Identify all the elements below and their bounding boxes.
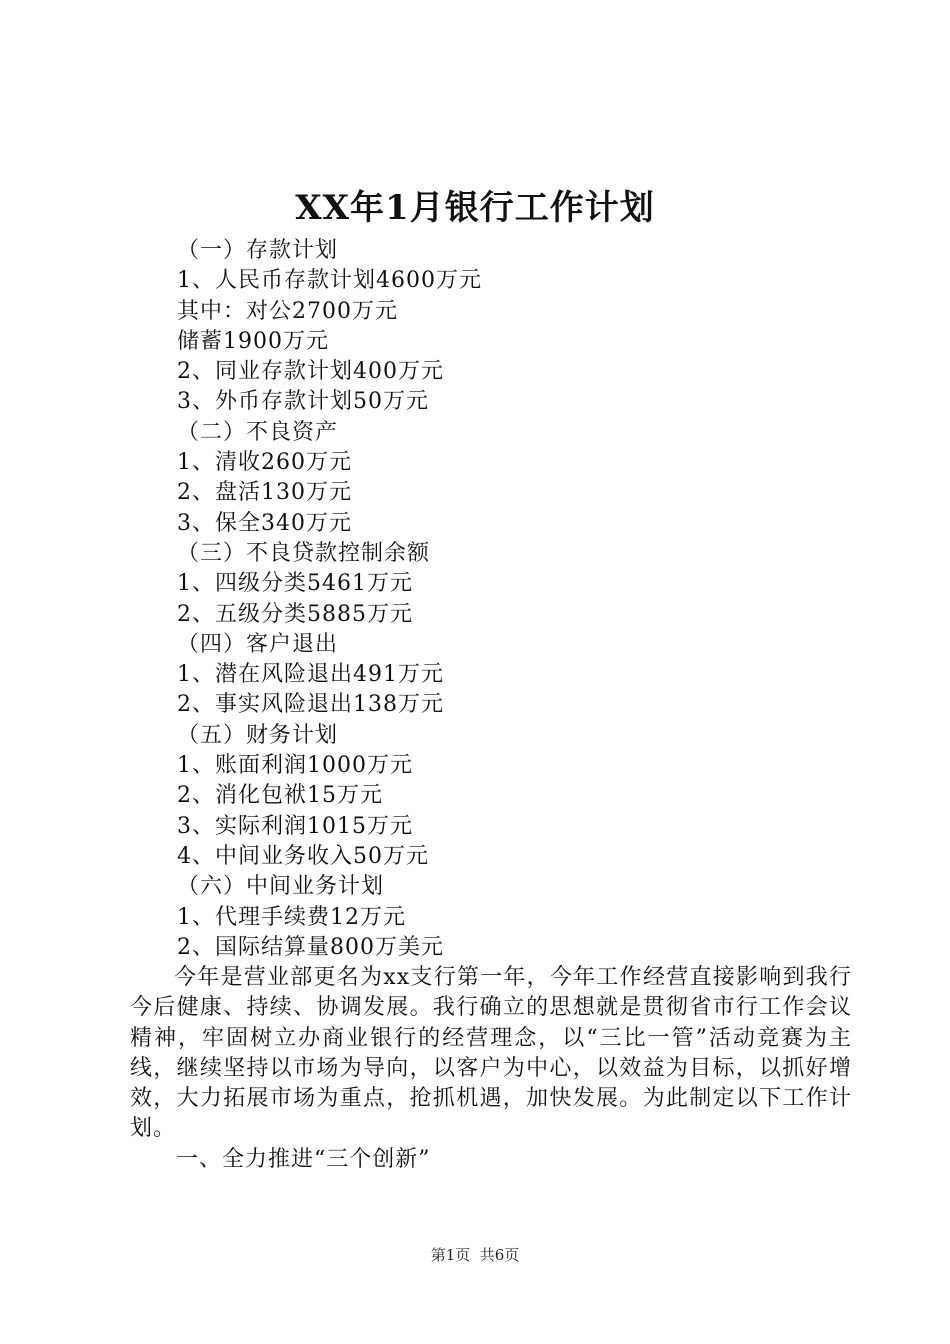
line-item: 1、账面利润1000万元 (177, 753, 413, 779)
line-item: 1、潜在风险退出491万元 (177, 662, 444, 688)
line-item: 1、人民币存款计划4600万元 (177, 268, 482, 294)
line-item: （六）中间业务计划 (177, 874, 385, 900)
page-footer: 第1页 共6页 (430, 1246, 520, 1264)
line-item: （二）不良资产 (177, 419, 339, 445)
line-item: 2、消化包袱15万元 (177, 783, 383, 809)
line-item: （一）存款计划 (177, 238, 339, 263)
section-heading: 一、全力推进“三个创新” (176, 1147, 431, 1172)
document-title: XX年1月银行工作计划 (295, 188, 655, 228)
intro-paragraph: 今年是营业部更名为xx支行第一年，今年工作经营直接影响到我行今后健康、持续、协调发展。我行确立的思想就是贯彻省市行工作会议精神，牢固树立办商业银行的经营理念，以“三比一管”活动竞赛为主线，继续坚持以市场为导向，以客户为中心，以效益为目标，以抓好增效，大力拓展市场为重点，抢抓机遇，加快发展。为此制定以下工作计划。 (130, 965, 852, 1142)
line-item: 2、同业存款计划400万元 (177, 359, 444, 385)
line-item: 储蓄1900万元 (177, 328, 329, 354)
line-item: 1、四级分类5461万元 (177, 571, 413, 597)
line-item: 2、盘活130万元 (177, 480, 352, 506)
plan-items-list (177, 236, 877, 963)
line-item: 2、国际结算量800万美元 (177, 934, 444, 960)
line-item: 4、中间业务收入50万元 (177, 843, 429, 869)
line-item: 2、事实风险退出138万元 (177, 692, 444, 718)
line-item: （五）财务计划 (177, 722, 339, 748)
line-item: 1、代理手续费12万元 (177, 904, 406, 930)
line-item: 2、五级分类5885万元 (177, 601, 413, 627)
line-item: 1、清收260万元 (177, 450, 352, 476)
line-item: （三）不良贷款控制余额 (177, 540, 431, 566)
line-item: 3、实际利润1015万元 (177, 813, 413, 839)
line-item: 3、保全340万元 (177, 510, 352, 536)
line-item: （四）客户退出 (177, 631, 339, 657)
line-item: 3、外币存款计划50万元 (177, 389, 429, 415)
line-item: 其中：对公2700万元 (177, 298, 398, 324)
